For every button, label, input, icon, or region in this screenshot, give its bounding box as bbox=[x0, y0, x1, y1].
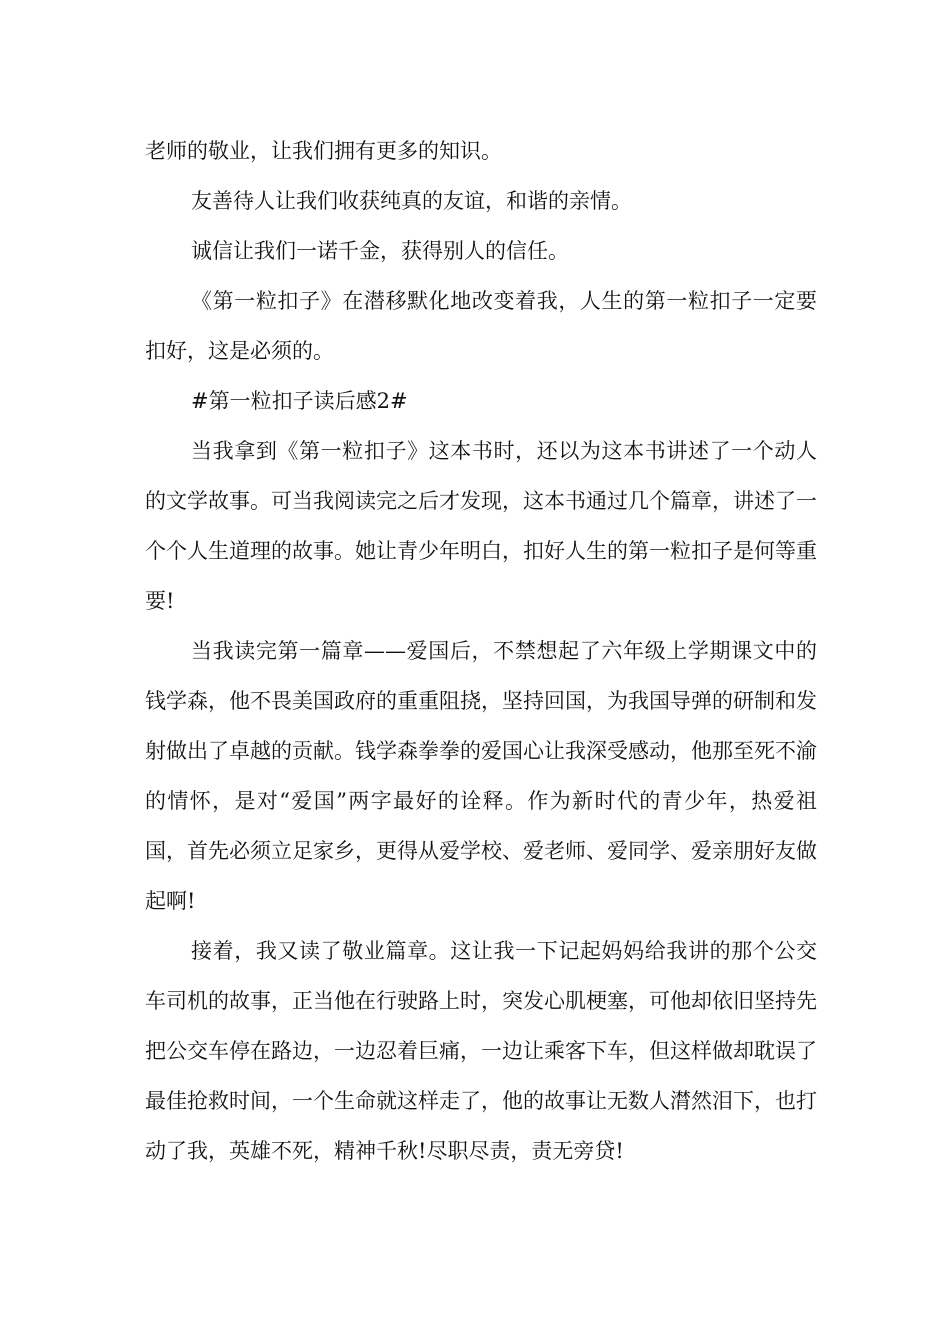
paragraph: 诚信让我们一诺千金，获得别人的信任。 bbox=[191, 239, 569, 263]
paragraph: 当我读完第一篇章——爱国后，不禁想起了六年级上学期课文中的钱学森，他不畏美国政府的重重阻挠，坚持回国，为我国导弹的研制和发射做出了卓越的贡献。钱学森拳拳的爱国心让我深受感动，他那至死不渝的情怀，是对“爱国”两字最好的诠释。作为新时代的青少年，热爱祖国，首先必须立足家乡，更得从爱学校、爱老师、爱同学、爱亲朋好友做起啊! bbox=[145, 639, 817, 913]
paragraph: 友善待人让我们收获纯真的友谊，和谐的亲情。 bbox=[191, 189, 632, 213]
paragraph: 当我拿到《第一粒扣子》这本书时，还以为这本书讲述了一个动人的文学故事。可当我阅读完之后才发现，这本书通过几个篇章，讲述了一个个人生道理的故事。她让青少年明白，扣好人生的第一粒扣子是何等重要! bbox=[145, 439, 817, 613]
paragraph: 老师的敬业，让我们拥有更多的知识。 bbox=[145, 139, 502, 163]
paragraph: 接着，我又读了敬业篇章。这让我一下记起妈妈给我讲的那个公交车司机的故事，正当他在行驶路上时，突发心肌梗塞，可他却依旧坚持先把公交车停在路边，一边忍着巨痛，一边让乘客下车，但这样做却耽误了最佳抢救时间，一个生命就这样走了，他的故事让无数人潸然泪下，也打动了我，英雄不死，精神千秋!尽职尽责，责无旁贷! bbox=[145, 939, 817, 1163]
section-heading: #第一粒扣子读后感2# bbox=[191, 389, 408, 413]
document-body bbox=[145, 126, 817, 1176]
paragraph: 《第一粒扣子》在潜移默化地改变着我，人生的第一粒扣子一定要扣好，这是必须的。 bbox=[145, 289, 817, 363]
